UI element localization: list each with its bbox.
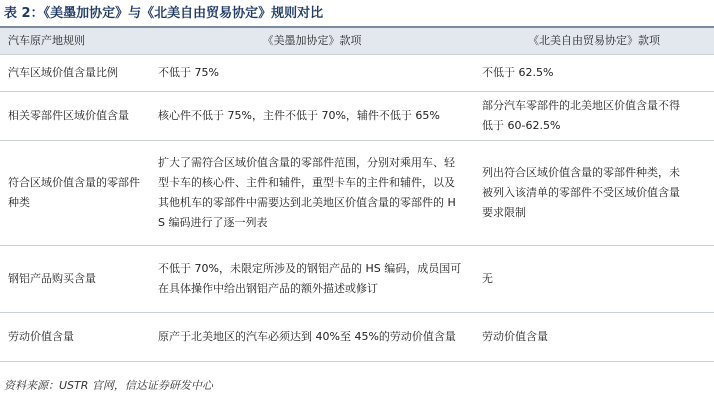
row-label: 汽车区域价值含量比例 [0, 55, 150, 92]
header-nafta: 《北美自由贸易协定》款项 [474, 28, 714, 55]
table-row [0, 313, 714, 362]
usmca-cell: 原产于北美地区的汽车必须达到 40%至 45%的劳动价值含量 [150, 313, 474, 362]
table-row [0, 141, 714, 246]
usmca-cell: 不低于 75% [150, 55, 474, 92]
usmca-cell: 核心件不低于 75%，主件不低于 70%，辅件不低于 65% [150, 92, 474, 141]
row-label: 钢铝产品购买含量 [0, 246, 150, 313]
nafta-cell: 无 [474, 246, 714, 313]
nafta-cell: 部分汽车零部件的北美地区价值含量不得低于 60-62.5% [474, 92, 714, 141]
usmca-cell: 扩大了需符合区域价值含量的零部件范围，分别对乘用车、轻型卡车的核心件、主件和辅件，重型卡车的主件和辅件，以及其他机车的零部件中需要达到北美地区价值含量的零部件的 HS 编码进行了逐一列表 [150, 141, 474, 246]
table-row [0, 246, 714, 313]
nafta-cell: 列出符合区域价值含量的零部件种类，未被列入该清单的零部件不受区域价值含量要求限制 [474, 141, 714, 246]
row-label: 相关零部件区域价值含量 [0, 92, 150, 141]
nafta-cell: 劳动价值含量 [474, 313, 714, 362]
header-rule-category: 汽车原产地规则 [0, 28, 150, 55]
table-row [0, 55, 714, 92]
table-header-row [0, 28, 714, 55]
table-row [0, 92, 714, 141]
row-label: 符合区域价值含量的零部件种类 [0, 141, 150, 246]
row-label: 劳动价值含量 [0, 313, 150, 362]
table-caption: 表 2：《美墨加协定》与《北美自由贸易协定》规则对比 [4, 6, 324, 21]
comparison-table [0, 28, 714, 362]
source-note: 资料来源：USTR 官网，信达证券研发中心 [4, 379, 213, 392]
header-usmca: 《美墨加协定》款项 [150, 28, 474, 55]
nafta-cell: 不低于 62.5% [474, 55, 714, 92]
usmca-cell: 不低于 70%，未限定所涉及的钢铝产品的 HS 编码，成员国可在具体操作中给出钢铝产品的额外描述或修订 [150, 246, 474, 313]
